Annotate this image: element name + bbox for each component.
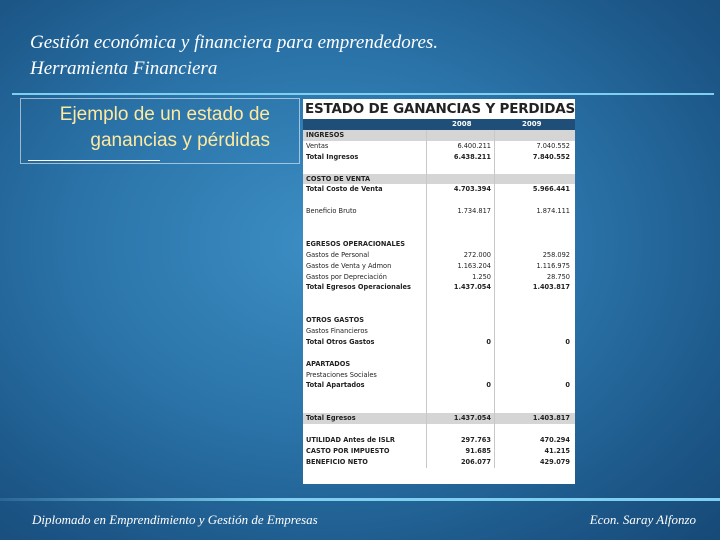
statement-row <box>303 206 575 217</box>
row-value-2008: 272.000 <box>463 250 491 259</box>
statement-row <box>303 152 575 163</box>
row-value-2008: 297.763 <box>460 435 491 444</box>
statement-year-header <box>303 119 575 130</box>
column-separator <box>426 261 427 272</box>
column-separator <box>494 261 495 272</box>
column-separator <box>426 174 427 185</box>
statement-row <box>303 293 575 304</box>
statement-row <box>303 184 575 195</box>
statement-row <box>303 446 575 457</box>
row-label: Total Otros Gastos <box>306 337 375 346</box>
column-separator <box>426 152 427 163</box>
column-separator <box>494 239 495 250</box>
row-value-2009: 0 <box>565 381 570 390</box>
row-value-2009: 470.294 <box>539 435 570 444</box>
row-value-2009: 5.966.441 <box>532 185 570 194</box>
statement-row <box>303 163 575 174</box>
statement-row <box>303 261 575 272</box>
row-label: CASTO POR IMPUESTO <box>306 446 390 455</box>
column-separator <box>426 250 427 261</box>
column-separator <box>494 152 495 163</box>
row-value-2008: 1.250 <box>472 272 491 281</box>
statement-row <box>303 435 575 446</box>
row-value-2009: 1.874.111 <box>536 207 570 216</box>
column-separator <box>494 174 495 185</box>
caption <box>20 102 298 154</box>
statement-row <box>303 228 575 239</box>
row-label: INGRESOS <box>306 131 345 139</box>
row-label: Gastos de Venta y Admon <box>306 261 392 270</box>
year-2009-label: 2009 <box>522 120 542 128</box>
column-separator <box>494 293 495 304</box>
statement-row <box>303 424 575 435</box>
column-separator <box>494 195 495 206</box>
row-label: Gastos por Depreciación <box>306 272 387 281</box>
statement-rows <box>303 130 575 468</box>
column-separator <box>426 304 427 315</box>
column-separator <box>494 272 495 283</box>
column-separator <box>426 141 427 152</box>
column-separator <box>494 250 495 261</box>
column-separator <box>494 435 495 446</box>
footer-author: Econ. Saray Alfonzo <box>589 512 696 527</box>
column-separator <box>426 293 427 304</box>
column-separator <box>426 402 427 413</box>
row-value-2008: 6.400.211 <box>457 141 491 150</box>
column-separator <box>494 380 495 391</box>
statement-row <box>303 315 575 326</box>
row-label: Total Ingresos <box>306 152 359 161</box>
row-label: COSTO DE VENTA <box>306 174 371 183</box>
column-separator <box>426 359 427 370</box>
column-separator <box>494 130 495 141</box>
column-separator <box>426 370 427 381</box>
column-separator <box>494 206 495 217</box>
column-separator <box>494 402 495 413</box>
column-separator <box>426 206 427 217</box>
statement-row <box>303 402 575 413</box>
row-value-2009: 1.403.817 <box>532 283 570 292</box>
column-separator <box>426 163 427 174</box>
column-separator <box>426 217 427 228</box>
column-separator <box>426 228 427 239</box>
column-separator <box>494 370 495 381</box>
column-separator <box>426 130 427 141</box>
statement-row <box>303 457 575 468</box>
title-divider <box>12 93 714 95</box>
column-separator <box>494 446 495 457</box>
row-value-2008: 1.734.817 <box>457 207 491 216</box>
column-separator <box>494 359 495 370</box>
row-value-2009: 7.040.552 <box>536 141 570 150</box>
income-statement-image <box>303 99 575 484</box>
column-separator <box>494 228 495 239</box>
row-label: Prestaciones Sociales <box>306 370 377 379</box>
statement-row <box>303 304 575 315</box>
caption-line-2: ganancias y pérdidas <box>90 130 270 151</box>
column-separator <box>426 337 427 348</box>
column-separator <box>494 457 495 468</box>
slide-title <box>30 30 690 82</box>
row-label: Gastos Financieros <box>306 327 368 336</box>
statement-row <box>303 130 575 141</box>
row-label: Total Apartados <box>306 381 365 390</box>
row-value-2008: 206.077 <box>460 457 491 466</box>
row-value-2008: 6.438.211 <box>453 152 491 161</box>
row-value-2008: 1.437.054 <box>453 414 491 423</box>
row-value-2008: 0 <box>486 381 491 390</box>
column-separator <box>426 239 427 250</box>
column-separator <box>494 391 495 402</box>
statement-row <box>303 239 575 250</box>
column-separator <box>494 348 495 359</box>
year-2008-label: 2008 <box>452 120 472 128</box>
column-separator <box>494 304 495 315</box>
column-separator <box>426 315 427 326</box>
row-value-2008: 91.685 <box>465 446 491 455</box>
statement-row <box>303 348 575 359</box>
column-separator <box>494 315 495 326</box>
footer-course-name: Diplomado en Emprendimiento y Gestión de Empresas <box>32 512 318 527</box>
column-separator <box>426 272 427 283</box>
column-separator <box>426 348 427 359</box>
column-separator <box>426 195 427 206</box>
column-separator <box>494 184 495 195</box>
row-value-2009: 1.403.817 <box>532 414 570 423</box>
column-separator <box>426 391 427 402</box>
row-label: EGRESOS OPERACIONALES <box>306 239 405 248</box>
column-separator <box>494 163 495 174</box>
statement-row <box>303 141 575 152</box>
row-label: Total Costo de Venta <box>306 185 383 194</box>
slide-title-line-1: Gestión económica y financiera para emprendedores. <box>30 32 439 53</box>
row-value-2009: 258.092 <box>542 250 570 259</box>
statement-row <box>303 337 575 348</box>
row-label: Total Egresos <box>306 414 356 423</box>
caption-line-1: Ejemplo de un estado de <box>59 104 270 125</box>
statement-row <box>303 326 575 337</box>
row-value-2009: 28.750 <box>546 272 570 281</box>
column-separator <box>494 282 495 293</box>
column-separator <box>494 326 495 337</box>
column-separator <box>426 413 427 424</box>
column-separator <box>426 446 427 457</box>
row-value-2009: 7.840.552 <box>532 152 570 161</box>
row-label: BENEFICIO NETO <box>306 457 368 466</box>
statement-row <box>303 272 575 283</box>
row-value-2009: 1.116.975 <box>536 261 570 270</box>
footer-divider <box>0 498 720 501</box>
column-separator <box>494 141 495 152</box>
statement-row <box>303 413 575 424</box>
row-label: Total Egresos Operacionales <box>306 283 411 292</box>
slide-title-line-2: Herramienta Financiera <box>30 58 218 79</box>
column-separator <box>494 337 495 348</box>
row-value-2009: 429.079 <box>539 457 570 466</box>
row-value-2009: 0 <box>565 337 570 346</box>
statement-title: ESTADO DE GANANCIAS Y PERDIDAS <box>305 101 575 117</box>
row-value-2008: 4.703.394 <box>453 185 491 194</box>
row-value-2008: 0 <box>486 337 491 346</box>
column-separator <box>426 435 427 446</box>
statement-row <box>303 359 575 370</box>
row-value-2008: 1.163.204 <box>457 261 491 270</box>
statement-row <box>303 370 575 381</box>
row-label: UTILIDAD Antes de ISLR <box>306 435 395 444</box>
column-separator <box>494 413 495 424</box>
column-separator <box>426 457 427 468</box>
row-value-2008: 1.437.054 <box>453 283 491 292</box>
statement-row <box>303 380 575 391</box>
column-separator <box>426 326 427 337</box>
statement-row <box>303 391 575 402</box>
row-label: OTROS GASTOS <box>306 316 364 325</box>
statement-row <box>303 174 575 185</box>
column-separator <box>426 184 427 195</box>
caption-underline <box>28 160 160 161</box>
column-separator <box>494 424 495 435</box>
row-label: Gastos de Personal <box>306 250 370 259</box>
column-separator <box>426 380 427 391</box>
row-label: Ventas <box>306 141 329 150</box>
statement-row <box>303 195 575 206</box>
column-separator <box>494 217 495 228</box>
row-value-2009: 41.215 <box>544 446 570 455</box>
row-label: Beneficio Bruto <box>306 207 357 216</box>
statement-row <box>303 282 575 293</box>
statement-row <box>303 250 575 261</box>
row-label: APARTADOS <box>306 359 351 368</box>
column-separator <box>426 424 427 435</box>
column-separator <box>426 282 427 293</box>
statement-row <box>303 217 575 228</box>
